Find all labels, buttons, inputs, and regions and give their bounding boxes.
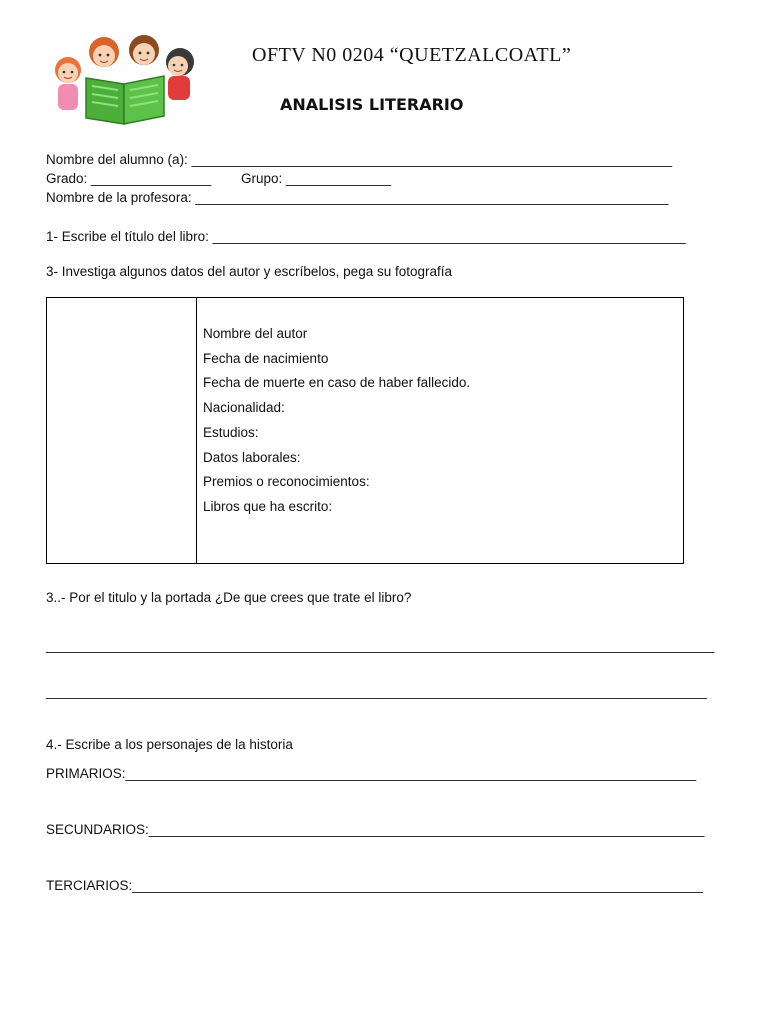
author-field-books: Libros que ha escrito: (203, 498, 333, 514)
author-field-birth-date: Fecha de nacimiento (203, 350, 329, 366)
student-name-field[interactable]: Nombre del alumno (a): ________________________________________________________________ (46, 152, 673, 167)
characters-question: 4.- Escribe a los personajes de la historia (46, 737, 293, 752)
author-photo-cell[interactable] (47, 298, 196, 563)
answer-line-2[interactable]: ________________________________________________________________________________________ (46, 684, 707, 699)
book-prediction-question: 3..- Por el titulo y la portada ¿De que crees que trate el libro? (46, 590, 412, 605)
secondary-characters-field[interactable]: SECUNDARIOS:__________________________________________________________________________ (46, 822, 705, 837)
children-reading-book-logo (46, 30, 201, 126)
author-field-death-date: Fecha de muerte en caso de haber fallecido. (203, 375, 471, 391)
grade-field[interactable]: Grado: ________________ (46, 171, 212, 186)
teacher-name-field[interactable]: Nombre de la profesora: _______________________________________________________________ (46, 190, 669, 205)
table-divider (196, 298, 197, 563)
school-title: OFTV N0 0204 “QUETZALCOATL” (252, 44, 572, 66)
book-title-question[interactable]: 1- Escribe el título del libro: _______________________________________________________________ (46, 229, 686, 244)
author-field-studies: Estudios: (203, 424, 259, 440)
author-field-nationality: Nacionalidad: (203, 400, 285, 416)
author-research-instruction: 3- Investiga algunos datos del autor y escríbelos, pega su fotografía (46, 264, 453, 279)
author-info-table (46, 297, 684, 564)
tertiary-characters-field[interactable]: TERCIARIOS:____________________________________________________________________________ (46, 878, 703, 893)
author-field-name: Nombre del autor (203, 326, 308, 341)
author-field-awards: Premios o reconocimientos: (203, 474, 370, 490)
answer-line-1[interactable]: _________________________________________________________________________________________ (46, 638, 715, 653)
author-field-work: Datos laborales: (203, 449, 301, 465)
primary-characters-field[interactable]: PRIMARIOS:____________________________________________________________________________ (46, 766, 697, 781)
author-fields-list (203, 322, 470, 520)
worksheet-title: ANALISIS LITERARIO (280, 95, 464, 114)
group-field[interactable]: Grupo: ______________ (241, 171, 392, 186)
